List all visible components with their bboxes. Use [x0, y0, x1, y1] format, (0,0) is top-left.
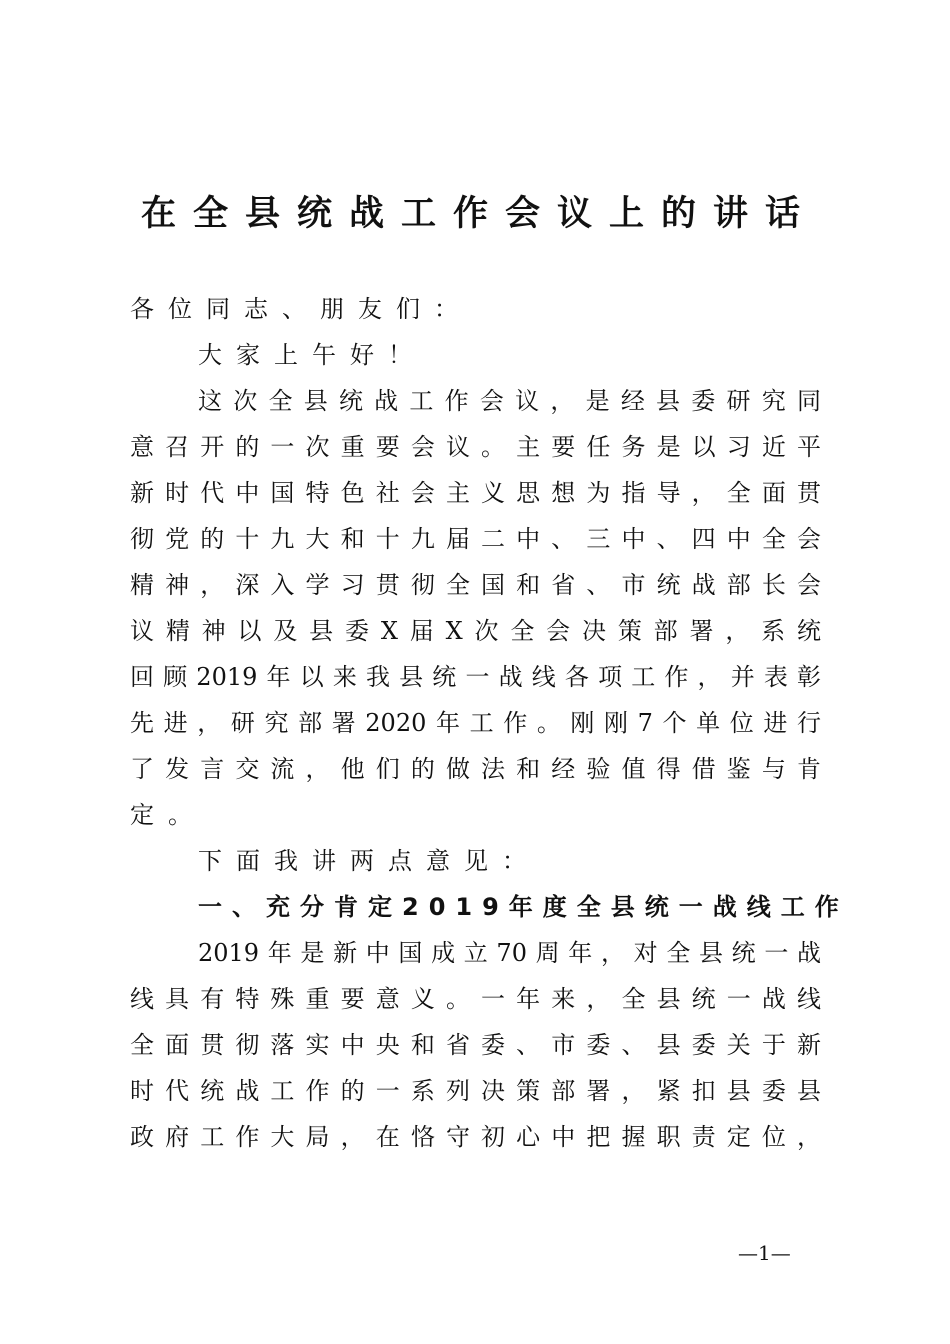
- paragraph-line: 意召开的一次重要会议。主要任务是以习近平: [130, 433, 821, 461]
- paragraph-line: 定。: [130, 801, 206, 829]
- paragraph-line: 议精神以及县委X届X次全会决策部署，系统: [130, 617, 821, 645]
- paragraph-line: 了发言交流，他们的做法和经验值得借鉴与肯: [130, 755, 821, 783]
- document-title: 在全县统战工作会议上的讲话: [140, 193, 817, 234]
- paragraph-line: 2019年是新中国成立70周年，对全县统一战: [198, 939, 821, 967]
- section-heading: 一、充分肯定2019年度全县统一战线工作: [198, 893, 849, 921]
- paragraph-line: 先进，研究部署2020年工作。刚刚7个单位进行: [130, 709, 821, 737]
- paragraph-line: 精神，深入学习贯彻全国和省、市统战部长会: [130, 571, 821, 599]
- paragraph-line: 线具有特殊重要意义。一年来，全县统一战线: [130, 985, 821, 1013]
- paragraph-line: 回顾2019年以来我县统一战线各项工作，并表彰: [130, 663, 821, 691]
- paragraph-line: 各位同志、朋友们：: [130, 295, 472, 323]
- paragraph-line: 新时代中国特色社会主义思想为指导，全面贯: [130, 479, 821, 507]
- paragraph-line: 这次全县统战工作会议，是经县委研究同: [198, 387, 821, 415]
- paragraph-line: 彻党的十九大和十九届二中、三中、四中全会: [130, 525, 821, 553]
- paragraph-line: 政府工作大局，在恪守初心中把握职责定位，: [130, 1123, 821, 1151]
- paragraph-line: 下面我讲两点意见：: [198, 847, 540, 875]
- paragraph-line: 全面贯彻落实中央和省委、市委、县委关于新: [130, 1031, 821, 1059]
- page-number: —1—: [738, 1241, 791, 1265]
- paragraph-line: 大家上午好！: [198, 341, 426, 369]
- document-body: [130, 286, 849, 1160]
- paragraph-line: 时代统战工作的一系列决策部署，紧扣县委县: [130, 1077, 821, 1105]
